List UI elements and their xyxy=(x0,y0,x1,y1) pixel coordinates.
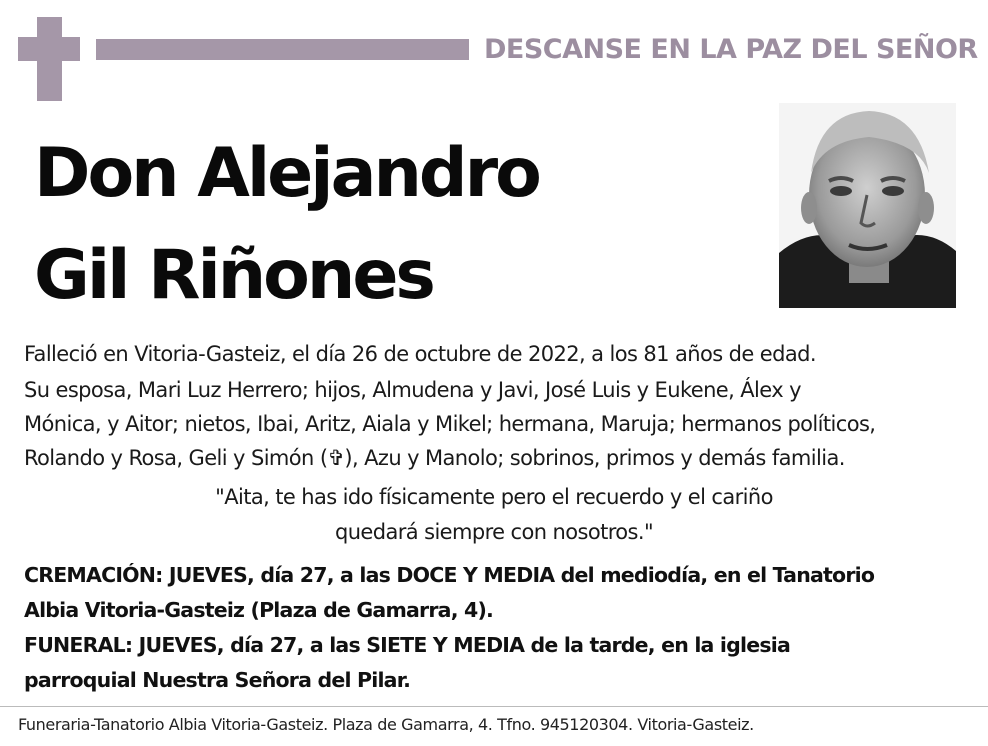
family-line: Su esposa, Mari Luz Herrero; hijos, Almudena y Javi, José Luis y Eukene, Álex y xyxy=(24,378,801,402)
family-line: Mónica, y Aitor; nietos, Ibai, Aritz, Aiala y Mikel; hermana, Maruja; hermanos políticos, xyxy=(24,412,876,436)
memorial-quote xyxy=(0,480,988,550)
deceased-name-line2: Gil Riñones xyxy=(34,236,433,315)
header-title: DESCANSE EN LA PAZ DEL SEÑOR xyxy=(484,34,978,65)
cremation-notice xyxy=(24,558,874,628)
funeral-notice xyxy=(24,628,790,698)
portrait-photo xyxy=(779,103,956,308)
portrait-icon xyxy=(779,103,956,308)
funeral-line: FUNERAL: JUEVES, día 27, a las SIETE Y MEDIA de la tarde, en la iglesia xyxy=(24,633,791,657)
family-paragraph xyxy=(24,373,964,475)
quote-line: "Aita, te has ido físicamente pero el recuerdo y el cariño xyxy=(215,485,773,509)
family-line: Rolando y Rosa, Geli y Simón (✞), Azu y Manolo; sobrinos, primos y demás familia. xyxy=(24,446,845,470)
footer-divider xyxy=(0,706,988,707)
deceased-name-line1: Don Alejandro xyxy=(34,134,539,213)
cross-icon-horizontal xyxy=(18,37,80,61)
death-notice: Falleció en Vitoria-Gasteiz, el día 26 de octubre de 2022, a los 81 años de edad. xyxy=(24,342,816,366)
cremation-line: CREMACIÓN: JUEVES, día 27, a las DOCE Y MEDIA del mediodía, en el Tanatorio xyxy=(24,563,875,587)
footer-contact: Funeraria-Tanatorio Albia Vitoria-Gasteiz. Plaza de Gamarra, 4. Tfno. 945120304. Vitoria-Gasteiz. xyxy=(18,715,754,734)
funeral-line: parroquial Nuestra Señora del Pilar. xyxy=(24,668,411,692)
cremation-line: Albia Vitoria-Gasteiz (Plaza de Gamarra, 4). xyxy=(24,598,494,622)
decorative-bar xyxy=(96,39,469,60)
quote-line: quedará siempre con nosotros." xyxy=(334,520,654,544)
